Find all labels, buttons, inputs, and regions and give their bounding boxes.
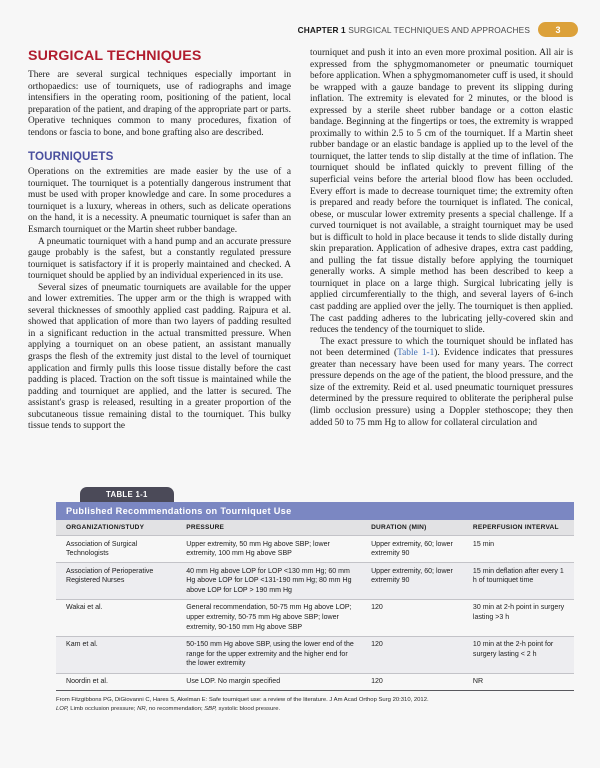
table-block: [56, 484, 574, 714]
chapter-label: CHAPTER 1: [297, 24, 346, 35]
column-header-duration: DURATION (MIN): [361, 520, 463, 536]
paragraph: Operations on the extremities are made easier by the use of a tourniquet. The tourniquet is a potentially dangerous instrument that must be used with proper knowledge and care. In some procedures a tourniquet is a luxury, whereas in others, such as delicate operations on the hand, it is a necessity. A pneumatic tourniquet is safer than an Esmarch tourniquet or the Martin sheet rubber bandage.: [28, 167, 291, 236]
table-footnotes: [56, 696, 574, 714]
cell-reperfusion: 10 min at the 2-h point for surgery lasting < 2 h: [463, 636, 574, 673]
abbrev-lop: LOP,: [56, 706, 69, 713]
cell-organization: Kam et al.: [56, 636, 176, 673]
cell-reperfusion: 30 min at 2-h point in surgery lasting >3 h: [463, 599, 574, 636]
right-column: [310, 48, 573, 433]
table-row: [56, 536, 574, 563]
cell-pressure: General recommendation, 50-75 mm Hg above LOP; upper extremity, 50-75 mm Hg above SBP; lower extremity, 90-150 mm Hg above SBP: [176, 599, 361, 636]
column-header-reperfusion: REPERFUSION INTERVAL: [463, 520, 574, 536]
tourniquet-recommendations-table: [56, 520, 574, 691]
cell-duration: 120: [361, 599, 463, 636]
cell-pressure: 50-150 mm Hg above SBP, using the lower end of the range for the upper extremity and the higher end for the lower extremity: [176, 636, 361, 673]
abbrev-sbp: SBP,: [204, 706, 217, 713]
cell-reperfusion: NR: [463, 673, 574, 691]
running-header: [298, 22, 578, 37]
table-head: [56, 520, 574, 536]
abbrev-nr: NR,: [137, 706, 148, 713]
column-header-organization: ORGANIZATION/STUDY: [56, 520, 176, 536]
cell-duration: Upper extremity, 60; lower extremity 90: [361, 563, 463, 600]
table-number-tab: TABLE 1-1: [80, 487, 174, 502]
paragraph: Several sizes of pneumatic tourniquets are available for the upper and lower extremities. The upper arm or the thigh is wrapped with several thicknesses of smoothly applied cast padding. Rajpura et al. showed that application of more than two layers of padding resulted in a significant reduction in the actual transmitted pressure. When applying a tourniquet on an obese patient, an assistant manually grasps the flesh of the extremity just distal to the level of tourniquet application and firmly pulls this loose tissue distally before the cast padding is placed. Traction on the soft tissue is maintained while the padding and tourniquet are applied, and the latter is secured. The assistant's grasp is released, resulting in a greater proportion of the subcutaneous tissue remaining distal to the tourniquet. This bulky tissue tends to support the: [28, 282, 291, 432]
left-column: [28, 48, 291, 433]
cell-reperfusion: 15 min: [463, 536, 574, 563]
cell-pressure: 40 mm Hg above LOP for LOP <130 mm Hg; 60 mm Hg above LOP for LOP <131-190 mm Hg; 80 mm Hg above LOP for LOP > 190 mm Hg: [176, 563, 361, 600]
table-body: [56, 536, 574, 691]
running-header-text: [298, 25, 530, 35]
paragraph: A pneumatic tourniquet with a hand pump and an accurate pressure gauge probably is the safest, but a constantly regulated pressure tourniquet is satisfactory if it is properly maintained and checked. A tourniquet should be applied by an individual experienced in its use.: [28, 236, 291, 282]
table-row: [56, 636, 574, 673]
table-row: [56, 563, 574, 600]
abbrev-sbp-text: systolic blood pressure.: [216, 706, 281, 713]
page-number-badge: 3: [538, 22, 578, 37]
table-source-note: From Fitzgibbons PG, DiGiovanni C, Hares S, Akelman E: Safe tourniquet use: a review of the literature. J Am Acad Orthop Surg 20:310, 2012.: [56, 697, 429, 704]
cell-duration: 120: [361, 673, 463, 691]
column-header-pressure: PRESSURE: [176, 520, 361, 536]
table-abbreviations-note: [56, 705, 574, 714]
abbrev-nr-text: no recommendation;: [147, 706, 205, 713]
paragraph: There are several surgical techniques especially important in orthopaedics: use of tourniquets, use of radiographs and image intensifiers in the operating room, positioning of the patient, local preparation of the patient, and draping of the appropriate part or parts. Operative techniques common to many procedures, fixation of tendons or fascia to bone, and bone grafting also are described.: [28, 70, 291, 138]
cell-pressure: Use LOP. No margin specified: [176, 673, 361, 691]
table-row: [56, 599, 574, 636]
column-container: [28, 48, 573, 433]
cell-organization: Association of Perioperative Registered Nurses: [56, 563, 176, 600]
cell-reperfusion: 15 min deflation after every 1 h of tourniquet time: [463, 563, 574, 600]
cell-duration: 120: [361, 636, 463, 673]
paragraph: tourniquet and push it into an even more proximal position. All air is expressed from the sphygmomanometer or pneumatic tourniquet before application. When a sphygmomanometer cuff is used, it should be wrapped with a gauze bandage to prevent its slipping during inflation. The extremity is elevated for 2 minutes, or the blood is expressed by a sterile sheet rubber bandage or a cotton elastic bandage. Beginning at the fingertips or toes, the extremity is wrapped proximally to within 2.5 to 5 cm of the tourniquet. If a Martin sheet rubber bandage or an elastic bandage is applied up to the level of the tourniquet, the latter tends to slip distally at the time of inflation. The tourniquet should be inflated quickly to prevent filling of the superficial veins before the arterial blood flow has been occluded. Every effort is made to decrease tourniquet time; the extremity often is prepared and ready before the tourniquet is inflated. The conical, obese, or muscular lower extremity presents a special challenge. If a curved tourniquet is not available, a straight tourniquet may be used but is difficult to hold in place because it tends to slide distally during skin preparation. Application of adhesive drapes, extra cast padding, and pulling the fat tissue distally before applying the tourniquet generally works. A simple method has been described to keep a tourniquet in place on a large thigh. Surgical lubricating jelly is applied circumferentially to the thigh, and several layers of 6-inch cast padding are applied over the jelly. The tourniquet is then applied. The cast padding adheres to the lubricating jelly-covered skin and reduces the tendency of the tourniquet to slide.: [310, 48, 573, 336]
chapter-title: SURGICAL TECHNIQUES AND APPROACHES: [348, 24, 530, 35]
cell-duration: Upper extremity, 60; lower extremity 90: [361, 536, 463, 563]
cell-pressure: Upper extremity, 50 mm Hg above SBP; lower extremity, 100 mm Hg above SBP: [176, 536, 361, 563]
section-heading-surgical-techniques: SURGICAL TECHNIQUES: [28, 48, 202, 64]
paragraph-text-pre: The exact pressure to which the tourniquet should be inflated has not been determined (: [310, 336, 573, 359]
table-title: Published Recommendations on Tourniquet Use: [56, 502, 574, 520]
cell-organization: Noordin et al.: [56, 673, 176, 691]
cell-organization: Association of Surgical Technologists: [56, 536, 176, 563]
abbrev-lop-text: Limb occlusion pressure;: [68, 706, 138, 713]
paragraph-with-crossref: [310, 337, 573, 429]
table-header-row: [56, 520, 574, 536]
paragraph-text-post: ). Evidence indicates that pressures greater than necessary have been used for many years. The correct pressure depends on the age of the patient, the blood pressure, and the size of the extremity. Reid et al. used pneumatic tourniquet pressures determined by the pressure required to obliterate the peripheral pulse (limb occlusion pressure) using a Doppler stethoscope; they then added 50 to 75 mm Hg to allow for collateral circulation and: [310, 348, 573, 428]
section-heading-tourniquets: TOURNIQUETS: [28, 150, 114, 164]
table-row: [56, 673, 574, 691]
table-crossref-link[interactable]: Table 1-1: [397, 348, 435, 359]
cell-organization: Wakai et al.: [56, 599, 176, 636]
